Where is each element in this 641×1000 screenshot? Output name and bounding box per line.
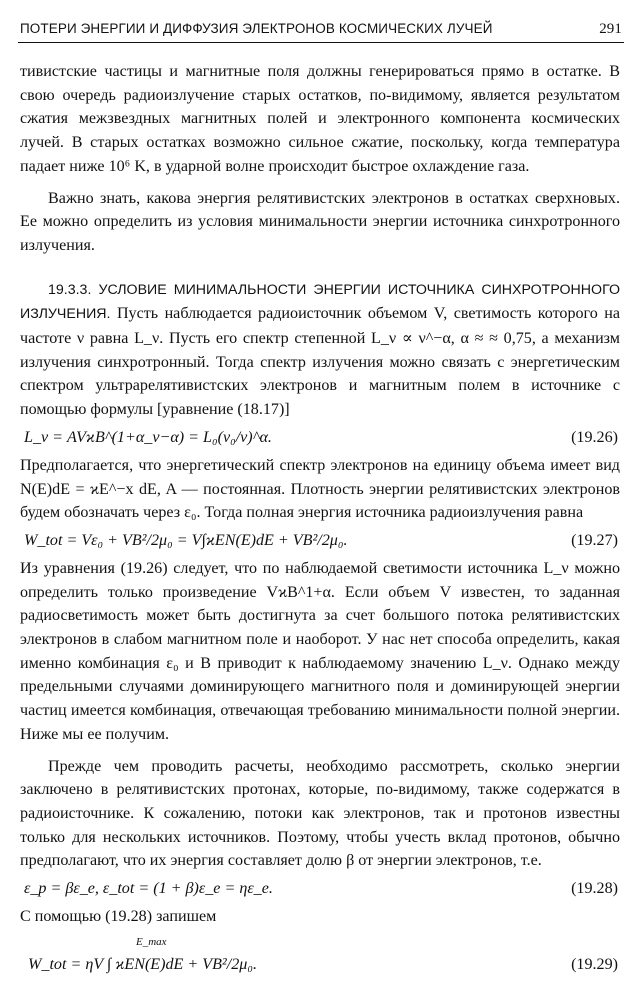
paragraph-4: Предполагается, что энергетический спектр электронов на единицу объема имеет вид N(E)dE = ϰE^−x dE, A — постоянная. Плотность энергии релятивистских электронов будем обозначать через ε₀. Тогда полная энергия источника радиоизлучения равна bbox=[20, 456, 620, 522]
equation-19-29 bbox=[20, 935, 620, 987]
section-title: 19.3.3. УСЛОВИЕ МИНИМАЛЬНОСТИ ЭНЕРГИИ ИСТОЧНИКА СИНХРОТРОННОГО ИЗЛУЧЕНИЯ. bbox=[20, 281, 620, 323]
running-header bbox=[18, 18, 624, 43]
equation-number: (19.28) bbox=[571, 880, 618, 898]
equation-formula: W_tot = ηV ∫ ϰEN(E)dE + VB²/2μ₀. bbox=[28, 955, 257, 973]
equation-formula: ε_p = βε_e, ε_tot = (1 + β)ε_e = ηε_e. bbox=[24, 880, 273, 898]
equation-number: (19.29) bbox=[571, 955, 618, 973]
page-body bbox=[20, 60, 620, 987]
equation-number: (19.26) bbox=[571, 428, 618, 446]
equation-19-28 bbox=[20, 873, 620, 905]
integral-upper-limit: E_max bbox=[136, 935, 167, 948]
equation-19-26 bbox=[20, 422, 620, 454]
section-text: Пусть наблюдается радиоисточник объемом V, светимость которого на частоте ν равна L_ν. Пусть его спектр степенной L_ν ∝ ν^−α, α ≈ ≈ 0,75, а механизм излучения синхротронный. Тогда спектр излучения можно связать с энергетическим спектром ультрарелятивистских электронов и магнитным полем в источнике с помощью формулы [уравнение (18.17)] bbox=[20, 305, 620, 419]
paragraph-7: С помощью (19.28) запишем bbox=[20, 908, 217, 926]
equation-number: (19.27) bbox=[571, 532, 618, 550]
running-title: ПОТЕРИ ЭНЕРГИИ И ДИФФУЗИЯ ЭЛЕКТРОНОВ КОСМИЧЕСКИХ ЛУЧЕЙ bbox=[20, 21, 493, 36]
paragraph-2: Важно знать, какова энергия релятивистских электронов в остатках сверхновых. Ее можно определить из условия минимальности энергии источника синхротронного излучения. bbox=[20, 189, 620, 254]
equation-formula: W_tot = Vε₀ + VB²/2μ₀ = V∫ϰEN(E)dE + VB²/2μ₀. bbox=[24, 532, 348, 550]
section-19-3-3-paragraph bbox=[20, 278, 620, 422]
page-number: 291 bbox=[599, 21, 622, 37]
paragraph-6: Прежде чем проводить расчеты, необходимо рассмотреть, сколько энергии заключено в релятивистских протонах, которые, по-видимому, также содержатся в радиоисточнике. К сожалению, потоки как электронов, так и протонов известны только для нескольких источников. Поэтому, чтобы учесть вклад протонов, обычно предполагают, что их энергия составляет долю β от энергии электронов, т.е. bbox=[20, 757, 620, 870]
paragraph-1: тивистские частицы и магнитные поля должны генерироваться прямо в остатке. В свою очередь радиоизлучение старых остатков, по-видимому, является результатом сжатия межзвездных магнитных полей и электронного компонента космических лучей. В старых остатках возможно сильное сжатие, поскольку, когда температура падает ниже 10⁶ K, в ударной волне происходит быстрое охлаждение газа. bbox=[20, 63, 620, 175]
paragraph-5: Из уравнения (19.26) следует, что по наблюдаемой светимости источника L_ν можно определить только произведение VϰB^1+α. Если объем V известен, то заданная радиосветимость может быть достигнута за счет большого потока релятивистских электронов в слабом магнитном поле и наоборот. У нас нет способа определить, какая именно комбинация ε₀ и B приводит к наблюдаемому значению L_ν. Однако между предельными случаями доминирующего магнитного поля и доминирующей энергии частиц имеется комбинация, отвечающая требованию минимальности полной энергии. Ниже мы ее получим. bbox=[20, 559, 620, 743]
equation-formula: L_ν = AVϰB^(1+α_ν−α) = L₀(ν₀/ν)^α. bbox=[24, 428, 272, 446]
equation-19-27 bbox=[20, 525, 620, 557]
